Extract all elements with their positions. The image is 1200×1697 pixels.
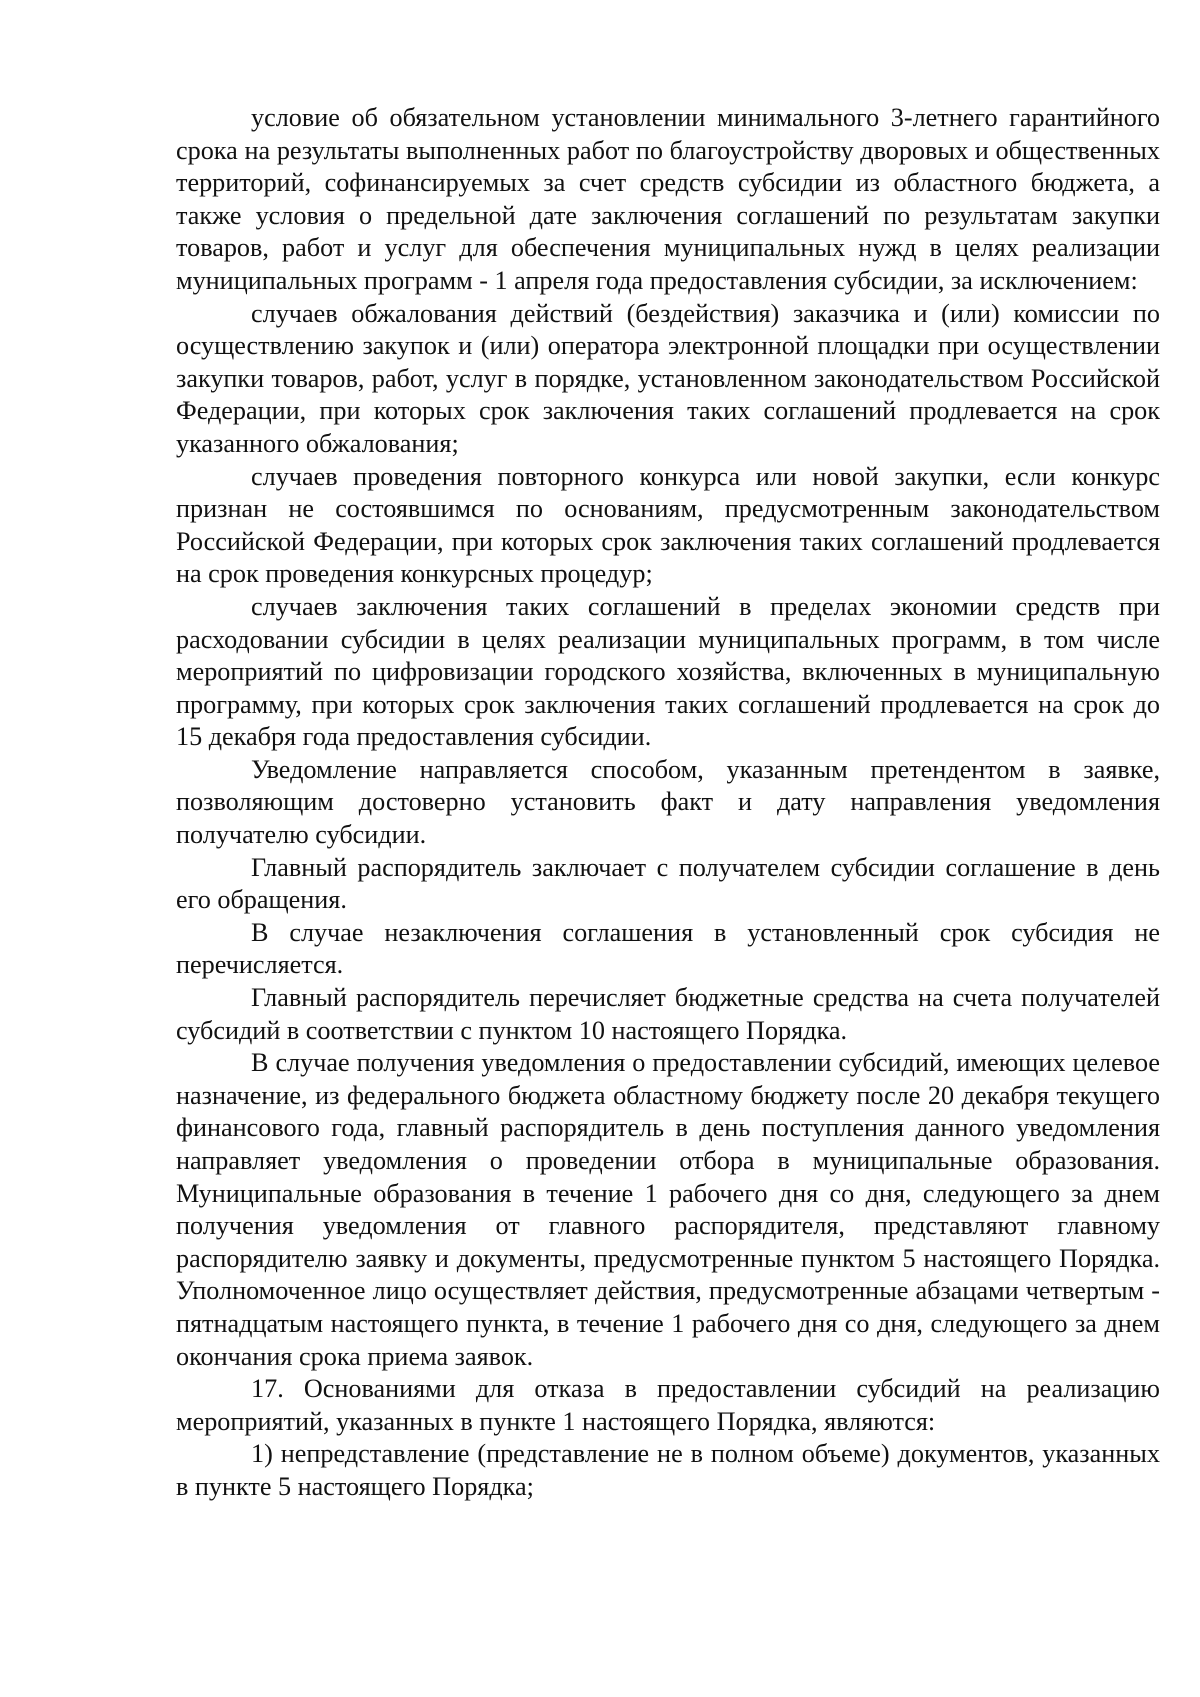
document-page bbox=[176, 102, 1160, 1504]
paragraph-non-conclusion: В случае незаключения соглашения в установленный срок субсидия не перечисляется. bbox=[176, 917, 1160, 980]
paragraph-clause-17-item-1: 1) непредставление (представление не в полном объеме) документов, указанных в пункте 5 настоящего Порядка; bbox=[176, 1439, 1160, 1501]
paragraph-savings-exception: случаев заключения таких соглашений в пределах экономии средств при расходовании субсидии в целях реализации муниципальных программ, в том числе мероприятий по цифровизации городского хозяйства, включенных в муниципальную программу, при которых срок заключения таких соглашений продлевается на срок до 15 декабря года предоставления субсидии. bbox=[176, 591, 1160, 752]
paragraph-notification-method: Уведомление направляется способом, указанным претендентом в заявке, позволяющим достоверно установить факт и дату направления уведомления получателю субсидии. bbox=[176, 754, 1160, 850]
paragraph-repeat-tender-exception: случаев проведения повторного конкурса или новой закупки, если конкурс признан не состоявшимся по основаниям, предусмотренным законодательством Российской Федерации, при которых срок заключения таких соглашений продлевается на срок проведения конкурсных процедур; bbox=[176, 461, 1160, 589]
paragraph-agreement-conclusion: Главный распорядитель заключает с получателем субсидии соглашение в день его обращения. bbox=[176, 852, 1160, 915]
paragraph-clause-17: 17. Основаниями для отказа в предоставлении субсидий на реализацию мероприятий, указанных в пункте 1 настоящего Порядка, являются: bbox=[176, 1374, 1160, 1436]
paragraph-warranty-condition: условие об обязательном установлении минимального 3-летнего гарантийного срока на результаты выполненных работ по благоустройству дворовых и общественных территорий, софинансируемых за счет средств субсидии из областного бюджета, а также условия о предельной дате заключения соглашений по результатам закупки товаров, работ и услуг для обеспечения муниципальных нужд в целях реализации муниципальных программ - 1 апреля года предоставления субсидии, за исключением: bbox=[176, 103, 1160, 295]
paragraph-appeal-exception: случаев обжалования действий (бездействия) заказчика и (или) комиссии по осуществлению закупок и (или) оператора электронной площадки при осуществлении закупки товаров, работ, услуг в порядке, установленном законодательством Российской Федерации, при которых срок заключения таких соглашений продлевается на срок указанного обжалования; bbox=[176, 298, 1160, 458]
paragraph-federal-notification: В случае получения уведомления о предоставлении субсидий, имеющих целевое назначение, из федерального бюджета областному бюджету после 20 декабря текущего финансового года, главный распорядитель в день поступления данного уведомления направляет уведомления о проведении отбора в муниципальные образования. Муниципальные образования в течение 1 рабочего дня со дня, следующего за днем получения уведомления от главного распорядителя, представляют главному распорядителю заявку и документы, предусмотренные пунктом 5 настоящего Порядка. Уполномоченное лицо осуществляет действия, предусмотренные абзацами четвертым - пятнадцатым настоящего пункта, в течение 1 рабочего дня со дня, следующего за днем окончания срока приема заявок. bbox=[176, 1048, 1160, 1371]
paragraph-funds-transfer: Главный распорядитель перечисляет бюджетные средства на счета получателей субсидий в соответствии с пунктом 10 настоящего Порядка. bbox=[176, 983, 1160, 1045]
